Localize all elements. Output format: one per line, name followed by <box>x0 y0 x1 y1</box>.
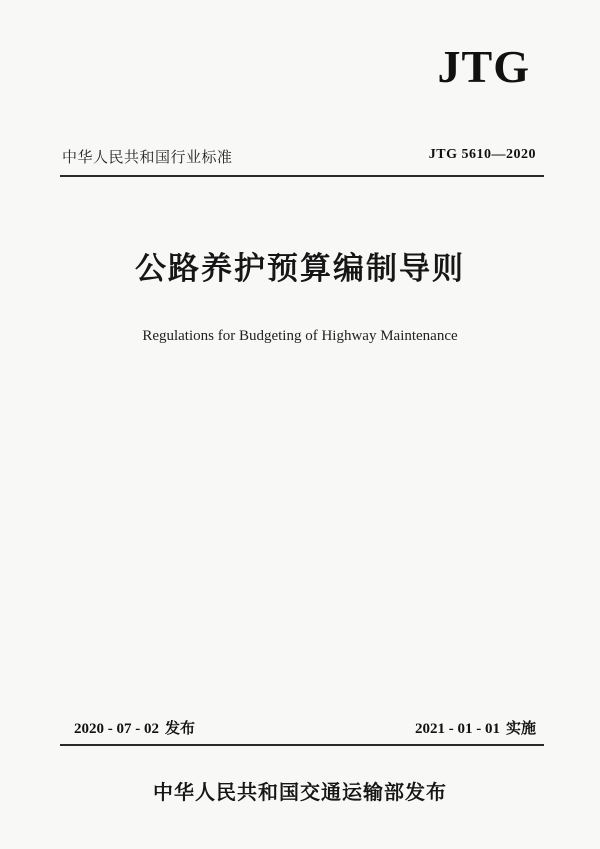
publisher: 中华人民共和国交通运输部发布 <box>153 780 447 804</box>
issued-date-line <box>74 717 195 738</box>
jtg-logo: JTG <box>437 41 530 92</box>
effective-date-line <box>415 717 536 738</box>
effective-date: 2021 - 01 - 01 <box>414 721 500 737</box>
standard-code: JTG 5610—2020 <box>428 147 536 162</box>
effective-label: 实施 <box>505 719 536 737</box>
standard-category: 中华人民共和国行业标准 <box>62 148 233 166</box>
issued-label: 发布 <box>165 719 196 737</box>
document-title-english: Regulations for Budgeting of Highway Maintenance <box>142 328 458 344</box>
document-title-chinese: 公路养护预算编制导则 <box>135 251 465 287</box>
top-divider <box>60 175 544 177</box>
bottom-divider <box>60 744 544 746</box>
issued-date: 2020 - 07 - 02 <box>74 721 159 737</box>
